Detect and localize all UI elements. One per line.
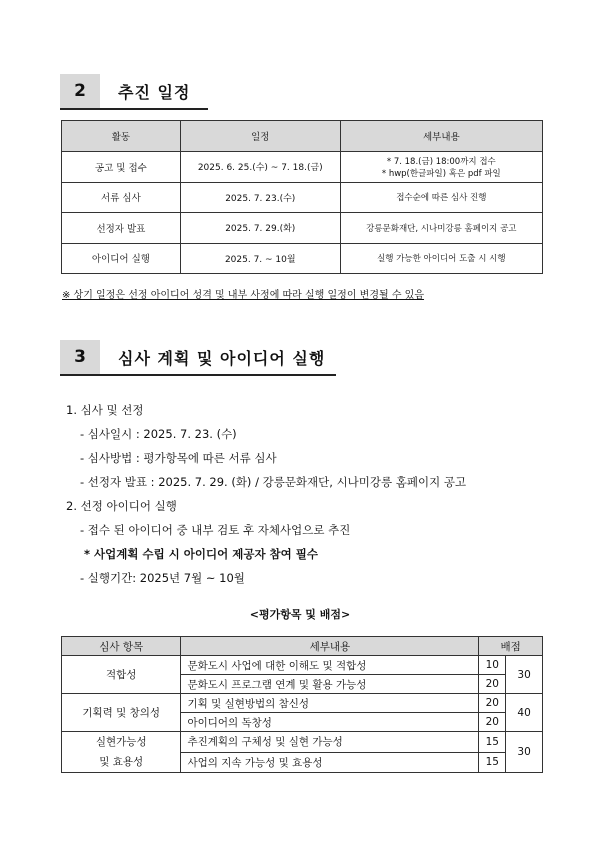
table-row xyxy=(62,694,543,713)
category-line: 실현가능성 xyxy=(95,736,147,748)
detail-cell: 문화도시 사업에 대한 이해도 및 적합성 xyxy=(181,656,479,675)
section-underline xyxy=(60,374,336,376)
list-item: - 심사방법 : 평가항목에 따른 서류 심사 xyxy=(80,451,277,465)
evaluation-table xyxy=(61,636,543,773)
activity-cell: 공고 및 접수 xyxy=(62,152,181,183)
category-cell xyxy=(62,732,181,773)
table-row xyxy=(62,182,543,213)
total-cell: 40 xyxy=(506,694,543,732)
date-cell: 2025. 7. 23.(수) xyxy=(180,182,340,213)
section-2-header xyxy=(60,72,208,110)
score-cell: 20 xyxy=(479,694,506,713)
detail-cell: 기획 및 실현방법의 참신성 xyxy=(181,694,479,713)
activity-cell: 아이디어 실행 xyxy=(62,243,181,274)
evaluation-caption: <평가항목 및 배점> xyxy=(249,608,351,621)
detail-cell: 사업의 지속 가능성 및 효용성 xyxy=(181,752,479,773)
table-header: 일정 xyxy=(180,121,340,152)
section-3-header xyxy=(60,338,336,376)
score-cell: 10 xyxy=(479,656,506,675)
detail-cell: 실행 가능한 아이디어 도출 시 시행 xyxy=(340,243,542,274)
table-header: 배점 xyxy=(479,637,543,656)
section-number: 2 xyxy=(60,74,100,108)
schedule-note: ※ 상기 일정은 선정 아이디어 성격 및 내부 사정에 따라 실행 일정이 변경될 수 있음 xyxy=(62,290,425,301)
section-underline xyxy=(60,108,208,110)
score-cell: 20 xyxy=(479,675,506,694)
detail-line: * 7. 18.(금) 18:00까지 접수 xyxy=(386,156,496,167)
category-line: 및 효용성 xyxy=(99,756,144,768)
list-item: - 실행기간: 2025년 7월 ~ 10월 xyxy=(80,571,245,585)
detail-cell: 아이디어의 독창성 xyxy=(181,713,479,732)
list-item: 1. 심사 및 선정 xyxy=(66,403,144,417)
section-title: 추진 일정 xyxy=(118,82,191,102)
list-item: - 접수 된 아이디어 중 내부 검토 후 자체사업으로 추진 xyxy=(80,523,351,537)
list-item: - 심사일시 : 2025. 7. 23. (수) xyxy=(80,427,237,441)
schedule-table xyxy=(61,120,543,274)
score-cell: 20 xyxy=(479,713,506,732)
detail-cell: 강릉문화재단, 시나미강릉 홈페이지 공고 xyxy=(340,213,542,244)
table-row xyxy=(62,213,543,244)
table-header: 세부내용 xyxy=(340,121,542,152)
total-cell: 30 xyxy=(506,656,543,694)
section-number: 3 xyxy=(60,340,100,374)
table-header: 심사 항목 xyxy=(62,637,181,656)
detail-cell: 접수순에 따른 심사 진행 xyxy=(340,182,542,213)
category-cell: 기획력 및 창의성 xyxy=(62,694,181,732)
table-row xyxy=(62,152,543,183)
total-cell: 30 xyxy=(506,732,543,773)
detail-cell: 추진계획의 구체성 및 실현 가능성 xyxy=(181,732,479,753)
list-item: 2. 선정 아이디어 실행 xyxy=(66,499,177,513)
activity-cell: 서류 심사 xyxy=(62,182,181,213)
date-cell: 2025. 7. 29.(화) xyxy=(180,213,340,244)
detail-cell: 문화도시 프로그램 연계 및 활용 가능성 xyxy=(181,675,479,694)
table-row xyxy=(62,656,543,675)
table-header: 세부내용 xyxy=(181,637,479,656)
score-cell: 15 xyxy=(479,732,506,753)
review-plan-list xyxy=(66,398,466,590)
score-cell: 15 xyxy=(479,752,506,773)
table-row xyxy=(62,732,543,753)
date-cell: 2025. 7. ~ 10월 xyxy=(180,243,340,274)
list-item-emphasis: * 사업계획 수립 시 아이디어 제공자 참여 필수 xyxy=(84,547,318,561)
table-row xyxy=(62,243,543,274)
section-title: 심사 계획 및 아이디어 실행 xyxy=(118,348,326,368)
detail-line: * hwp(한글파일) 혹은 pdf 파일 xyxy=(381,168,501,179)
activity-cell: 선정자 발표 xyxy=(62,213,181,244)
category-cell: 적합성 xyxy=(62,656,181,694)
date-cell: 2025. 6. 25.(수) ~ 7. 18.(금) xyxy=(180,152,340,183)
table-header: 활동 xyxy=(62,121,181,152)
detail-cell xyxy=(340,152,542,183)
list-item: - 선정자 발표 : 2025. 7. 29. (화) / 강릉문화재단, 시나미강릉 홈페이지 공고 xyxy=(80,475,467,489)
